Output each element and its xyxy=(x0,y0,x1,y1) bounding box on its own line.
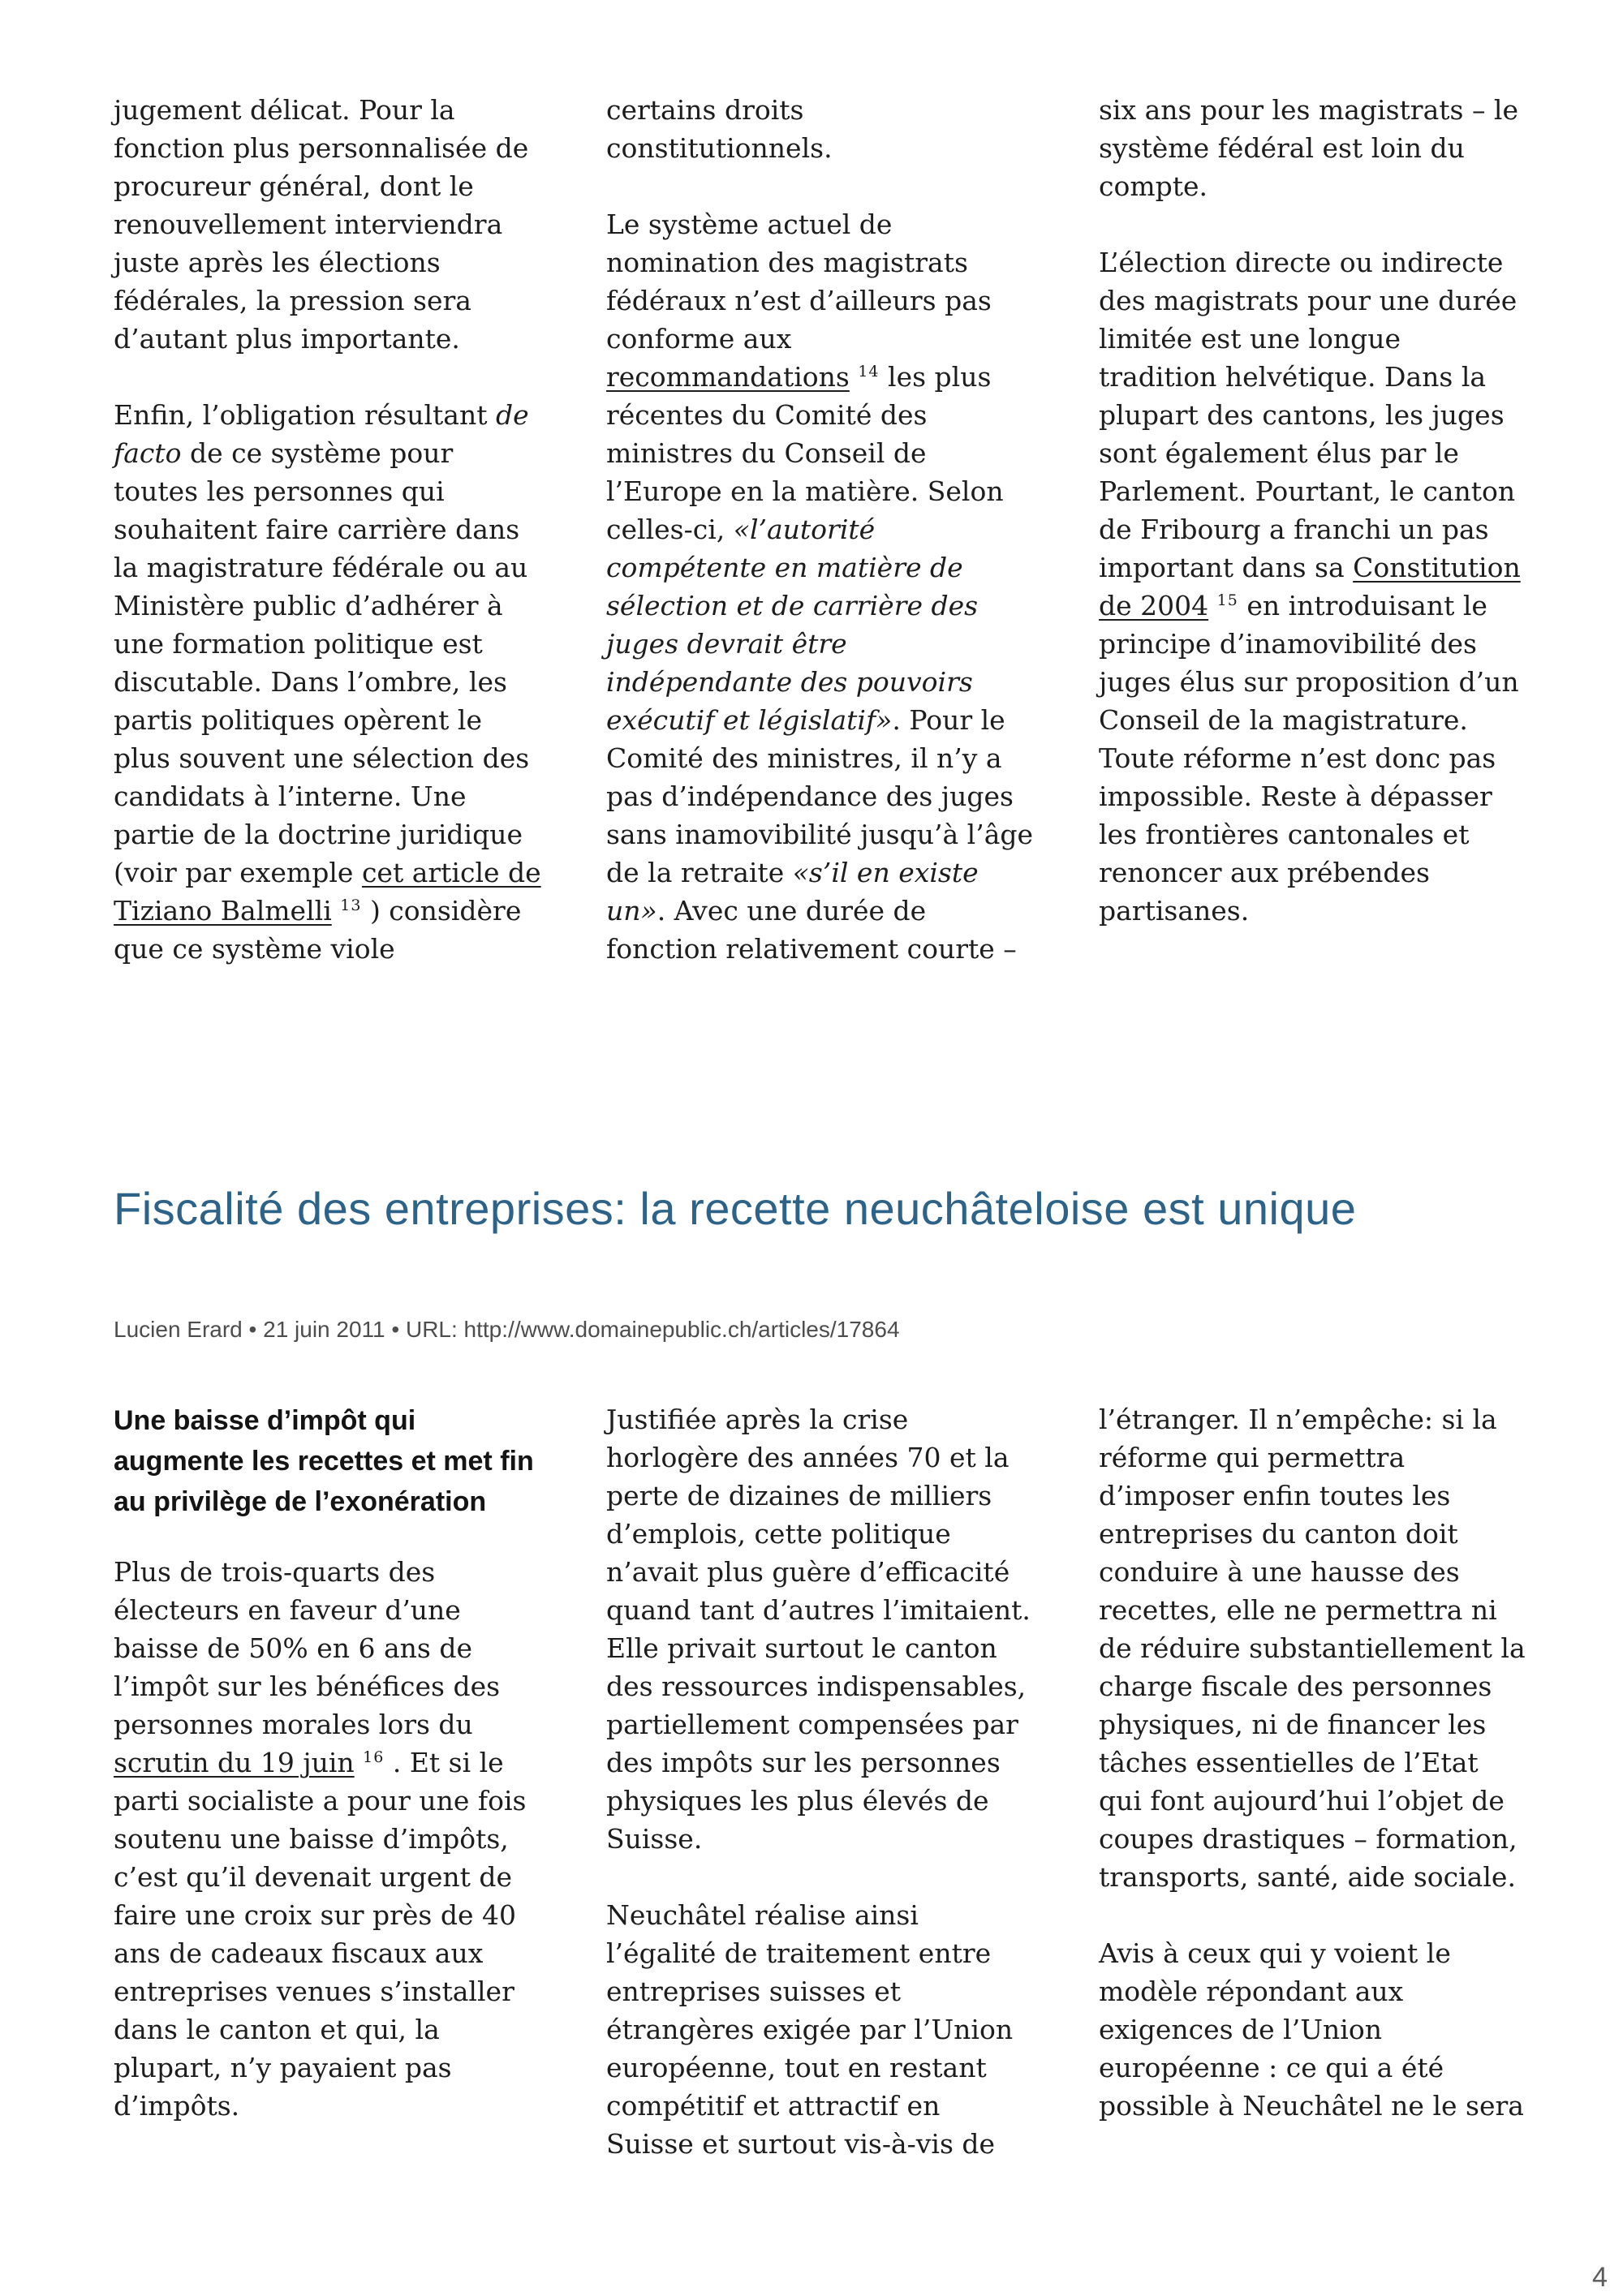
article-column-2 xyxy=(606,1400,1034,2201)
article-title: Fiscalité des entreprises: la recette neuchâteloise est unique xyxy=(114,1182,1357,1234)
article-subheading: Une baisse d’impôt qui augmente les recettes et met fin au privilège de l’exonération xyxy=(114,1405,534,1517)
paragraph xyxy=(1099,1934,1526,2125)
paragraph xyxy=(114,91,541,358)
page-number: 4 xyxy=(1592,2262,1608,2293)
paragraph xyxy=(1099,91,1526,205)
top-column-3 xyxy=(1099,91,1526,1006)
top-article-columns xyxy=(114,91,1526,1006)
italic-text-run: de facto xyxy=(114,399,529,469)
top-column-1 xyxy=(114,91,541,1006)
article-body-columns xyxy=(114,1400,1526,2201)
text-run: six ans pour les magistrats – le système fédéral est loin du compte. xyxy=(1099,94,1519,202)
text-run: de ce système pour toutes les personnes qui souhaitent faire carrière dans la magistrature fédérale ou au Ministère public d’adhérer à une formation politique est discutable. Dans l’ombre, les partis politiques opèrent le plus souvent une sélection des candidats à l’interne. Une partie de la doctrine juridique (voir par exemple xyxy=(114,437,530,888)
paragraph xyxy=(114,1553,541,2125)
text-run: . Avec une durée de fonction relativement courte – xyxy=(606,895,1017,965)
text-run: l’étranger. Il n’empêche: si la réforme qui permettra d’imposer enfin toutes les entreprises du canton doit conduire à une hausse des recettes, elle ne permettra ni de réduire substantiellement la charge fiscale des personnes physiques, ni de financer les tâches essentielles de l’Etat qui font aujourd’hui l’objet de coupes drastiques – formation, transports, santé, aide sociale. xyxy=(1099,1404,1526,1893)
text-run: . Et si le parti socialiste a pour une fois soutenu une baisse d’impôts, c’est qu’il devenait urgent de faire une croix sur près de 40 ans de cadeaux fiscaux aux entreprises venues s’installer dans le canton et qui, la plupart, n’y payaient pas d’impôts. xyxy=(114,1747,527,2122)
article-column-1 xyxy=(114,1400,541,2201)
paragraph xyxy=(606,1896,1034,2163)
text-run: Neuchâtel réalise ainsi l’égalité de traitement entre entreprises suisses et étrangères exigée par l’Union européenne, tout en restant compétitif et attractif en Suisse et surtout vis-à-vis de xyxy=(606,1899,1014,2160)
text-run xyxy=(332,895,341,927)
text-run: Avis à ceux qui y voient le modèle répondant aux exigences de l’Union européenne : ce qui a été possible à Neuchâtel ne le sera xyxy=(1099,1937,1524,2122)
text-run xyxy=(355,1747,364,1778)
text-run: L’élection directe ou indirecte des magistrats pour une durée limitée est une longue tradition helvétique. Dans la plupart des cantons, les juges sont également élus par le Parlement. Pourtant, le canton de Fribourg a franchi un pas important dans sa xyxy=(1099,247,1518,583)
text-run: Le système actuel de nomination des magistrats fédéraux n’est d’ailleurs pas conforme aux xyxy=(606,209,992,355)
article-column-3 xyxy=(1099,1400,1526,2201)
text-run: en introduisant le principe d’inamovibilité des juges élus sur proposition d’un Conseil de la magistrature. Toute réforme n’est donc pas impossible. Reste à dépasser les frontières cantonales et renoncer aux prébendes partisanes. xyxy=(1099,590,1519,927)
footnote-ref: 15 xyxy=(1216,591,1238,609)
footnote-ref: 13 xyxy=(340,896,362,914)
paragraph xyxy=(606,205,1034,968)
text-run: jugement délicat. Pour la fonction plus personnalisée de procureur général, dont le renouvellement interviendra juste après les élections fédérales, la pression sera d’autant plus importante. xyxy=(114,94,529,355)
inline-link[interactable]: Constitution de 2004 xyxy=(1099,552,1521,621)
text-run: certains droits constitutionnels. xyxy=(606,94,833,164)
paragraph xyxy=(606,1400,1034,1858)
text-run: ) considère que ce système viole xyxy=(114,895,522,965)
footnote-ref: 16 xyxy=(363,1748,385,1766)
text-run: Plus de trois-quarts des électeurs en faveur d’une baisse de 50% en 6 ans de l’impôt sur les bénéfices des personnes morales lors du xyxy=(114,1556,501,1740)
paragraph xyxy=(114,396,541,968)
text-run xyxy=(1208,590,1217,621)
text-run: les plus récentes du Comité des ministres du Conseil de l’Europe en la matière. Selon celles-ci, xyxy=(606,361,1004,545)
text-run xyxy=(850,361,859,393)
footnote-ref: 14 xyxy=(858,363,880,381)
text-run: . Pour le Comité des ministres, il n’y a pas d’indépendance des juges sans inamovibilité jusqu’à l’âge de la retraite xyxy=(606,704,1034,888)
article-byline: Lucien Erard • 21 juin 2011 • URL: http://www.domainepublic.ch/articles/17864 xyxy=(114,1317,900,1342)
italic-text-run: «l’autorité compétente en matière de sélection et de carrière des juges devrait être indépendante des pouvoirs exécutif et législatif» xyxy=(606,514,979,736)
paragraph xyxy=(606,91,1034,167)
inline-link[interactable]: scrutin du 19 juin xyxy=(114,1747,355,1778)
inline-link[interactable]: cet article de Tiziano Balmelli xyxy=(114,857,541,927)
top-column-2 xyxy=(606,91,1034,1006)
italic-text-run: «s’il en existe un» xyxy=(606,857,979,927)
paragraph xyxy=(1099,243,1526,930)
text-run: Enfin, l’obligation résultant xyxy=(114,399,496,431)
inline-link[interactable]: recommandations xyxy=(606,361,850,393)
text-run: Justifiée après la crise horlogère des années 70 et la perte de dizaines de milliers d’emplois, cette politique n’avait plus guère d’efficacité quand tant d’autres l’imitaient. Elle privait surtout le canton des ressources indispensables, partiellement compensées par des impôts sur les personnes physiques les plus élevés de Suisse. xyxy=(606,1404,1031,1855)
paragraph xyxy=(1099,1400,1526,1896)
